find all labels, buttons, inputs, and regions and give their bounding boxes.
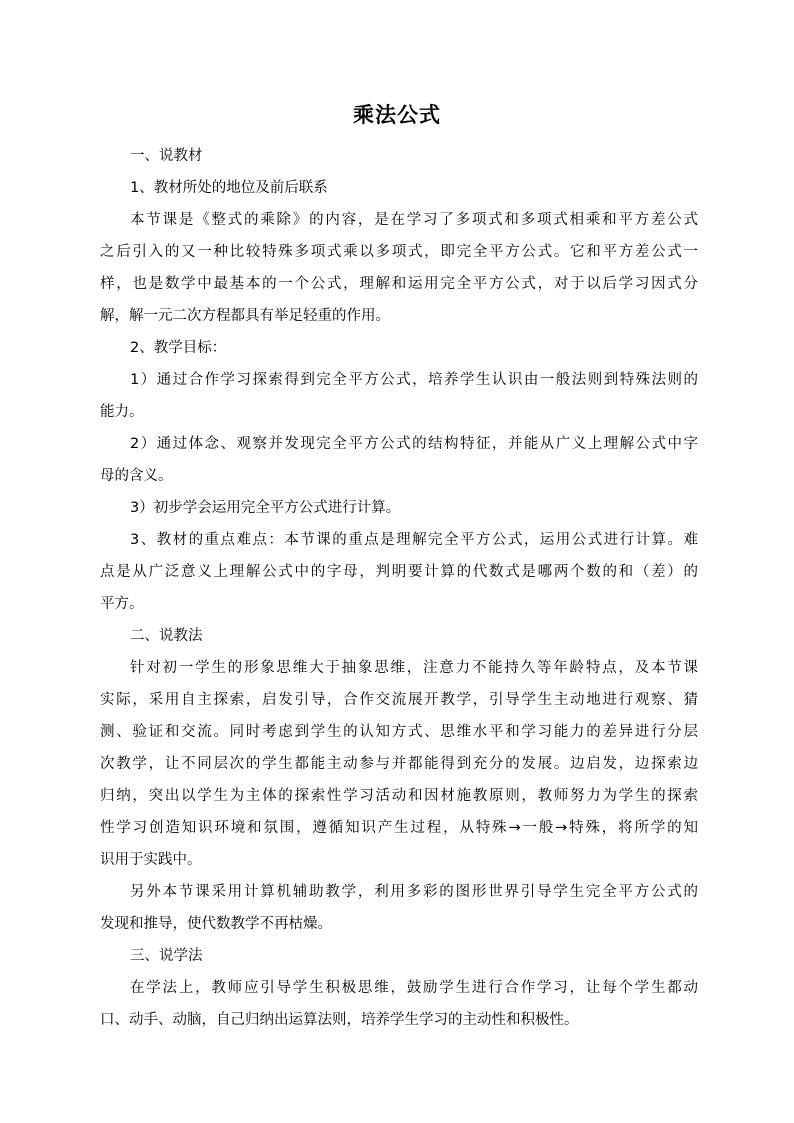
paragraph xyxy=(100,524,698,620)
paragraph-line: 点是从广泛意义上理解公式中的字母，判明要计算的代数式是哪两个数的和（差）的 xyxy=(100,564,698,580)
paragraph-line: 口、动手、动脑，自己归纳出运算法则，培养学生学习的主动性和积极性。 xyxy=(100,1012,579,1028)
section-heading: 二、说教法 xyxy=(130,628,203,644)
paragraph-line: 母的含义。 xyxy=(100,468,173,484)
paragraph-line: 性学习创造知识环境和氛围，遵循知识产生过程，从特殊→一般→特殊，将所学的知 xyxy=(100,820,698,836)
paragraph xyxy=(100,972,698,1036)
paragraph xyxy=(100,652,698,876)
document-title: 乘法公式 xyxy=(353,102,441,127)
paragraph-line: 3）初步学会运用完全平方公式进行计算。 xyxy=(130,500,401,516)
paragraph-line: 样，也是数学中最基本的一个公式，理解和运用完全平方公式，对于以后学习因式分 xyxy=(100,276,698,292)
paragraph-line: 归纳，突出以学生为主体的探索性学习活动和因材施教原则，教师努力为学生的探索 xyxy=(100,788,698,804)
section-heading: 一、说教材 xyxy=(130,148,203,164)
document-body xyxy=(100,140,698,1036)
paragraph xyxy=(100,876,698,940)
paragraph-line: 另外本节课采用计算机辅助教学，利用多彩的图形世界引导学生完全平方公式的 xyxy=(130,884,698,900)
paragraph xyxy=(100,204,698,332)
paragraph-line: 能力。 xyxy=(100,404,144,420)
section-heading: 三、说学法 xyxy=(130,948,203,964)
paragraph-line: 针对初一学生的形象思维大于抽象思维，注意力不能持久等年龄特点，及本节课 xyxy=(130,660,698,676)
paragraph-line: 次教学，让不同层次的学生都能主动参与并都能得到充分的发展。边启发，边探索边 xyxy=(100,756,698,772)
paragraph-line: 本节课是《整式的乘除》的内容，是在学习了多项式和多项式相乘和平方差公式 xyxy=(130,212,698,228)
paragraph-line: 解，解一元二次方程都具有举足轻重的作用。 xyxy=(100,308,390,324)
goal-item xyxy=(100,428,698,492)
goal-item xyxy=(100,492,698,524)
paragraph-line: 1）通过合作学习探索得到完全平方公式，培养学生认识由一般法则到特殊法则的 xyxy=(130,372,698,388)
paragraph-line: 之后引入的又一种比较特殊多项式乘以多项式，即完全平方公式。它和平方差公式一 xyxy=(100,244,698,260)
paragraph-line: 测、验证和交流。同时考虑到学生的认知方式、思维水平和学习能力的差异进行分层 xyxy=(100,724,698,740)
paragraph-line: 识用于实践中。 xyxy=(100,852,202,868)
paragraph-line: 在学法上，教师应引导学生积极思维，鼓励学生进行合作学习，让每个学生都动 xyxy=(130,980,698,996)
paragraph-line: 发现和推导，使代数教学不再枯燥。 xyxy=(100,916,332,932)
paragraph-line: 平方。 xyxy=(100,596,144,612)
subsection-heading: 1、教材所处的地位及前后联系 xyxy=(130,180,328,196)
goal-item xyxy=(100,364,698,428)
paragraph-line: 实际，采用自主探索，启发引导，合作交流展开教学，引导学生主动地进行观察、猜 xyxy=(100,692,698,708)
subsection-heading: 2、教学目标： xyxy=(130,340,227,356)
paragraph-line: 2）通过体念、观察并发现完全平方公式的结构特征，并能从广义上理解公式中字 xyxy=(130,436,698,452)
paragraph-line: 3、教材的重点难点：本节课的重点是理解完全平方公式，运用公式进行计算。难 xyxy=(130,532,698,548)
